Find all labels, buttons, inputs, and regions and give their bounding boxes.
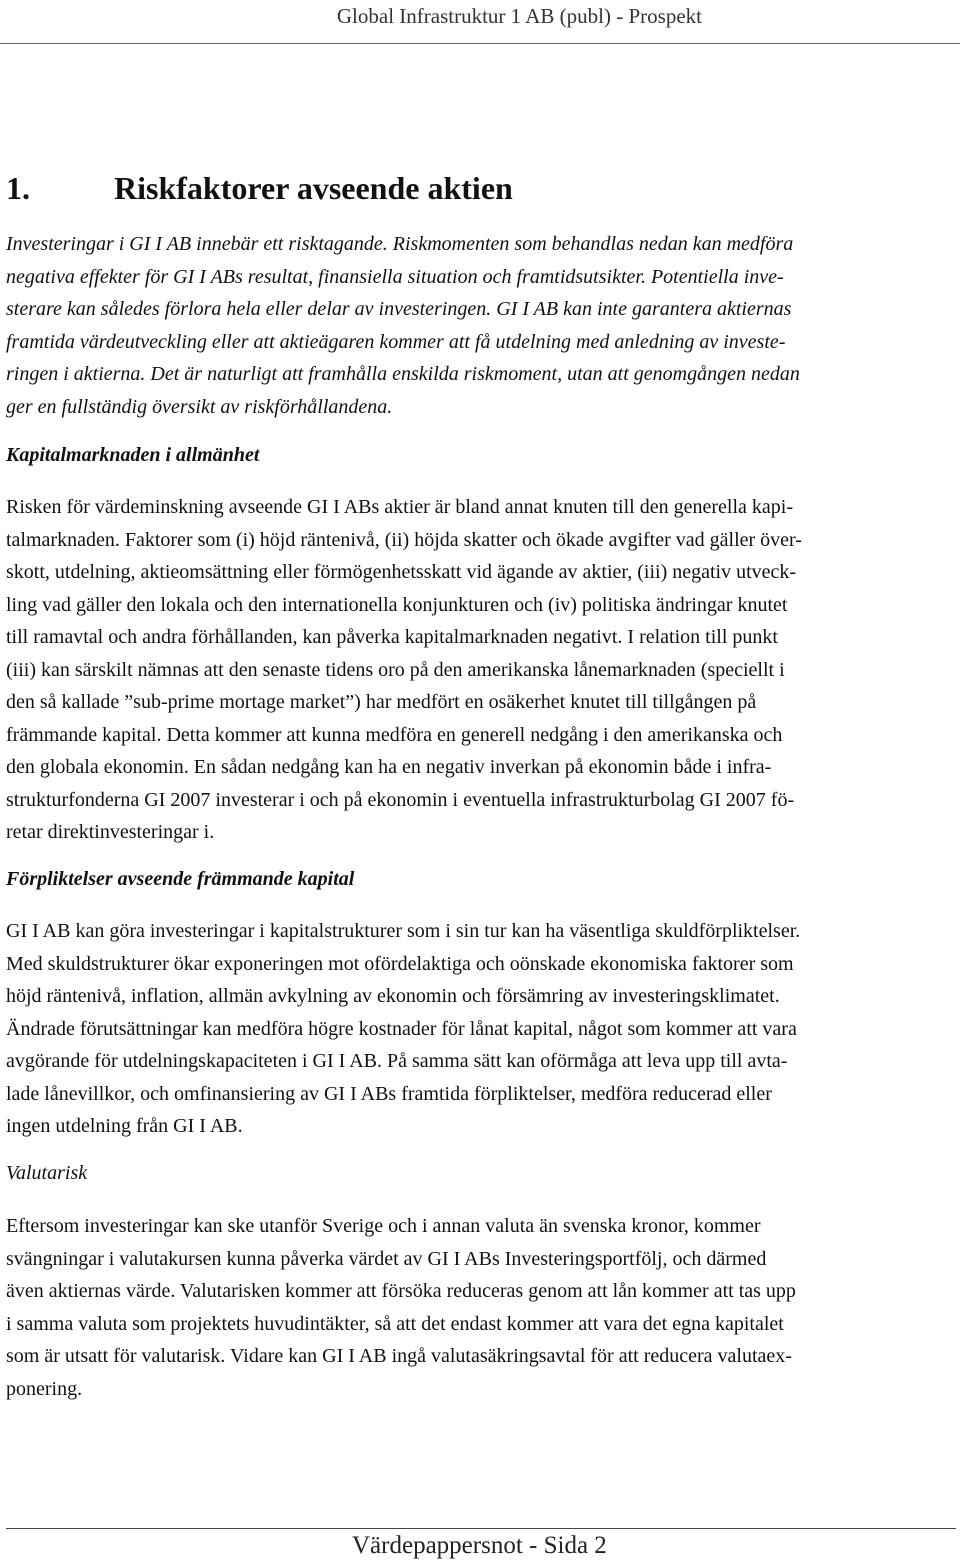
body-line: den så kallade ”sub-prime mortage market”) har medfört en osäkerhet knutet till tillgången på xyxy=(6,691,757,713)
page-footer: Värdepappersnot - Sida 2 xyxy=(352,1532,607,1559)
body-line: GI I AB kan göra investeringar i kapitalstrukturer som i sin tur kan ha väsentliga skuldförpliktelser. xyxy=(6,920,801,942)
intro-line: sterare kan således förlora hela eller delar av investeringen. GI I AB kan inte garantera aktiernas xyxy=(6,298,792,320)
intro-line: ger en fullständig översikt av riskförhållandena. xyxy=(6,395,393,418)
body-line: (iii) kan särskilt nämnas att den senaste tidens oro på den amerikanska lånemarknaden (speciellt i xyxy=(6,658,785,681)
body-line: avgörande för utdelningskapaciteten i GI I AB. På samma sätt kan oförmåga att leva upp till avta- xyxy=(6,1050,788,1072)
intro-line: ringen i aktierna. Det är naturligt att framhålla enskilda riskmoment, utan att genomgången nedan xyxy=(6,363,800,385)
paragraph-kapitalmarknaden xyxy=(6,491,956,849)
intro-line: negativa effekter för GI I ABs resultat, finansiella situation och framtidsutsikter. Potentiella inve- xyxy=(6,265,784,288)
body-line: retar direktinvesteringar i. xyxy=(6,821,215,843)
section-title: Riskfaktorer avseende aktien xyxy=(114,170,513,206)
subheading-valutarisk: Valutarisk xyxy=(6,1162,88,1184)
paragraph-valutarisk xyxy=(6,1210,956,1405)
document-title: Global Infrastruktur 1 AB (publ) - Prospekt xyxy=(336,4,702,28)
intro-paragraph xyxy=(6,228,956,423)
body-line: även aktiernas värde. Valutarisken kommer att försöka reduceras genom att lån kommer att tas upp xyxy=(6,1280,796,1302)
body-line: ingen utdelning från GI I AB. xyxy=(6,1115,243,1137)
intro-line: Investeringar i GI I AB innebär ett risktagande. Riskmomenten som behandlas nedan kan medföra xyxy=(6,233,794,255)
body-line: den globala ekonomin. En sådan nedgång kan ha en negativ inverkan på ekonomin både i infra- xyxy=(6,756,772,778)
body-line: strukturfonderna GI 2007 investerar i och på ekonomin i eventuella infrastrukturbolag GI 2007 fö- xyxy=(6,788,795,811)
body-line: Eftersom investeringar kan ske utanför Sverige och i annan valuta än svenska kronor, kommer xyxy=(6,1215,761,1237)
subheading-forpliktelser: Förpliktelser avseende främmande kapital xyxy=(6,868,355,890)
intro-line: framtida värdeutveckling eller att aktieägaren kommer att få utdelning med anledning av investe- xyxy=(6,330,786,353)
section-number: 1. xyxy=(6,170,30,206)
body-line: höjd räntenivå, inflation, allmän avkylning av ekonomin och försämring av investeringsklimatet. xyxy=(6,985,780,1007)
running-header xyxy=(0,0,960,44)
body-line: ponering. xyxy=(6,1377,83,1400)
body-line: Risken för värdeminskning avseende GI I ABs aktier är bland annat knuten till den generella kapi- xyxy=(6,496,793,518)
body-line: skott, utdelning, aktieomsättning eller förmögenhetsskatt vid ägande av aktier, (iii) negativ utveck- xyxy=(6,561,797,583)
body-line: ling vad gäller den lokala och den internationella konjunkturen och (iv) politiska ändringar knutet xyxy=(6,593,788,616)
body-line: till ramavtal och andra förhållanden, kan påverka kapitalmarknaden negativt. I relation till punkt xyxy=(6,626,778,648)
section-heading xyxy=(6,170,513,207)
body-line: som är utsatt för valutarisk. Vidare kan GI I AB ingå valutasäkringsavtal för att reducera valutaex- xyxy=(6,1345,792,1367)
subheading-kapitalmarknaden: Kapitalmarknaden i allmänhet xyxy=(6,444,260,466)
paragraph-forpliktelser xyxy=(6,915,956,1143)
body-line: Med skuldstrukturer ökar exponeringen mot ofördelaktiga och oönskade ekonomiska faktorer som xyxy=(6,952,794,975)
body-line: talmarknaden. Faktorer som (i) höjd räntenivå, (ii) höjda skatter och ökade avgifter vad gäller över- xyxy=(6,528,802,551)
footer-divider xyxy=(6,1528,956,1529)
body-line: lade lånevillkor, och omfinansiering av GI I ABs framtida förpliktelser, medföra reducerad eller xyxy=(6,1082,772,1105)
body-line: Ändrade förutsättningar kan medföra högre kostnader för lånat kapital, något som kommer att vara xyxy=(6,1017,797,1040)
body-line: svängningar i valutakursen kunna påverka värdet av GI I ABs Investeringsportfölj, och därmed xyxy=(6,1247,767,1270)
body-line: i samma valuta som projektets huvudintäkter, så att det endast kommer att vara det egna kapitalet xyxy=(6,1312,784,1335)
body-line: främmande kapital. Detta kommer att kunna medföra en generell nedgång i den amerikanska och xyxy=(6,723,783,746)
